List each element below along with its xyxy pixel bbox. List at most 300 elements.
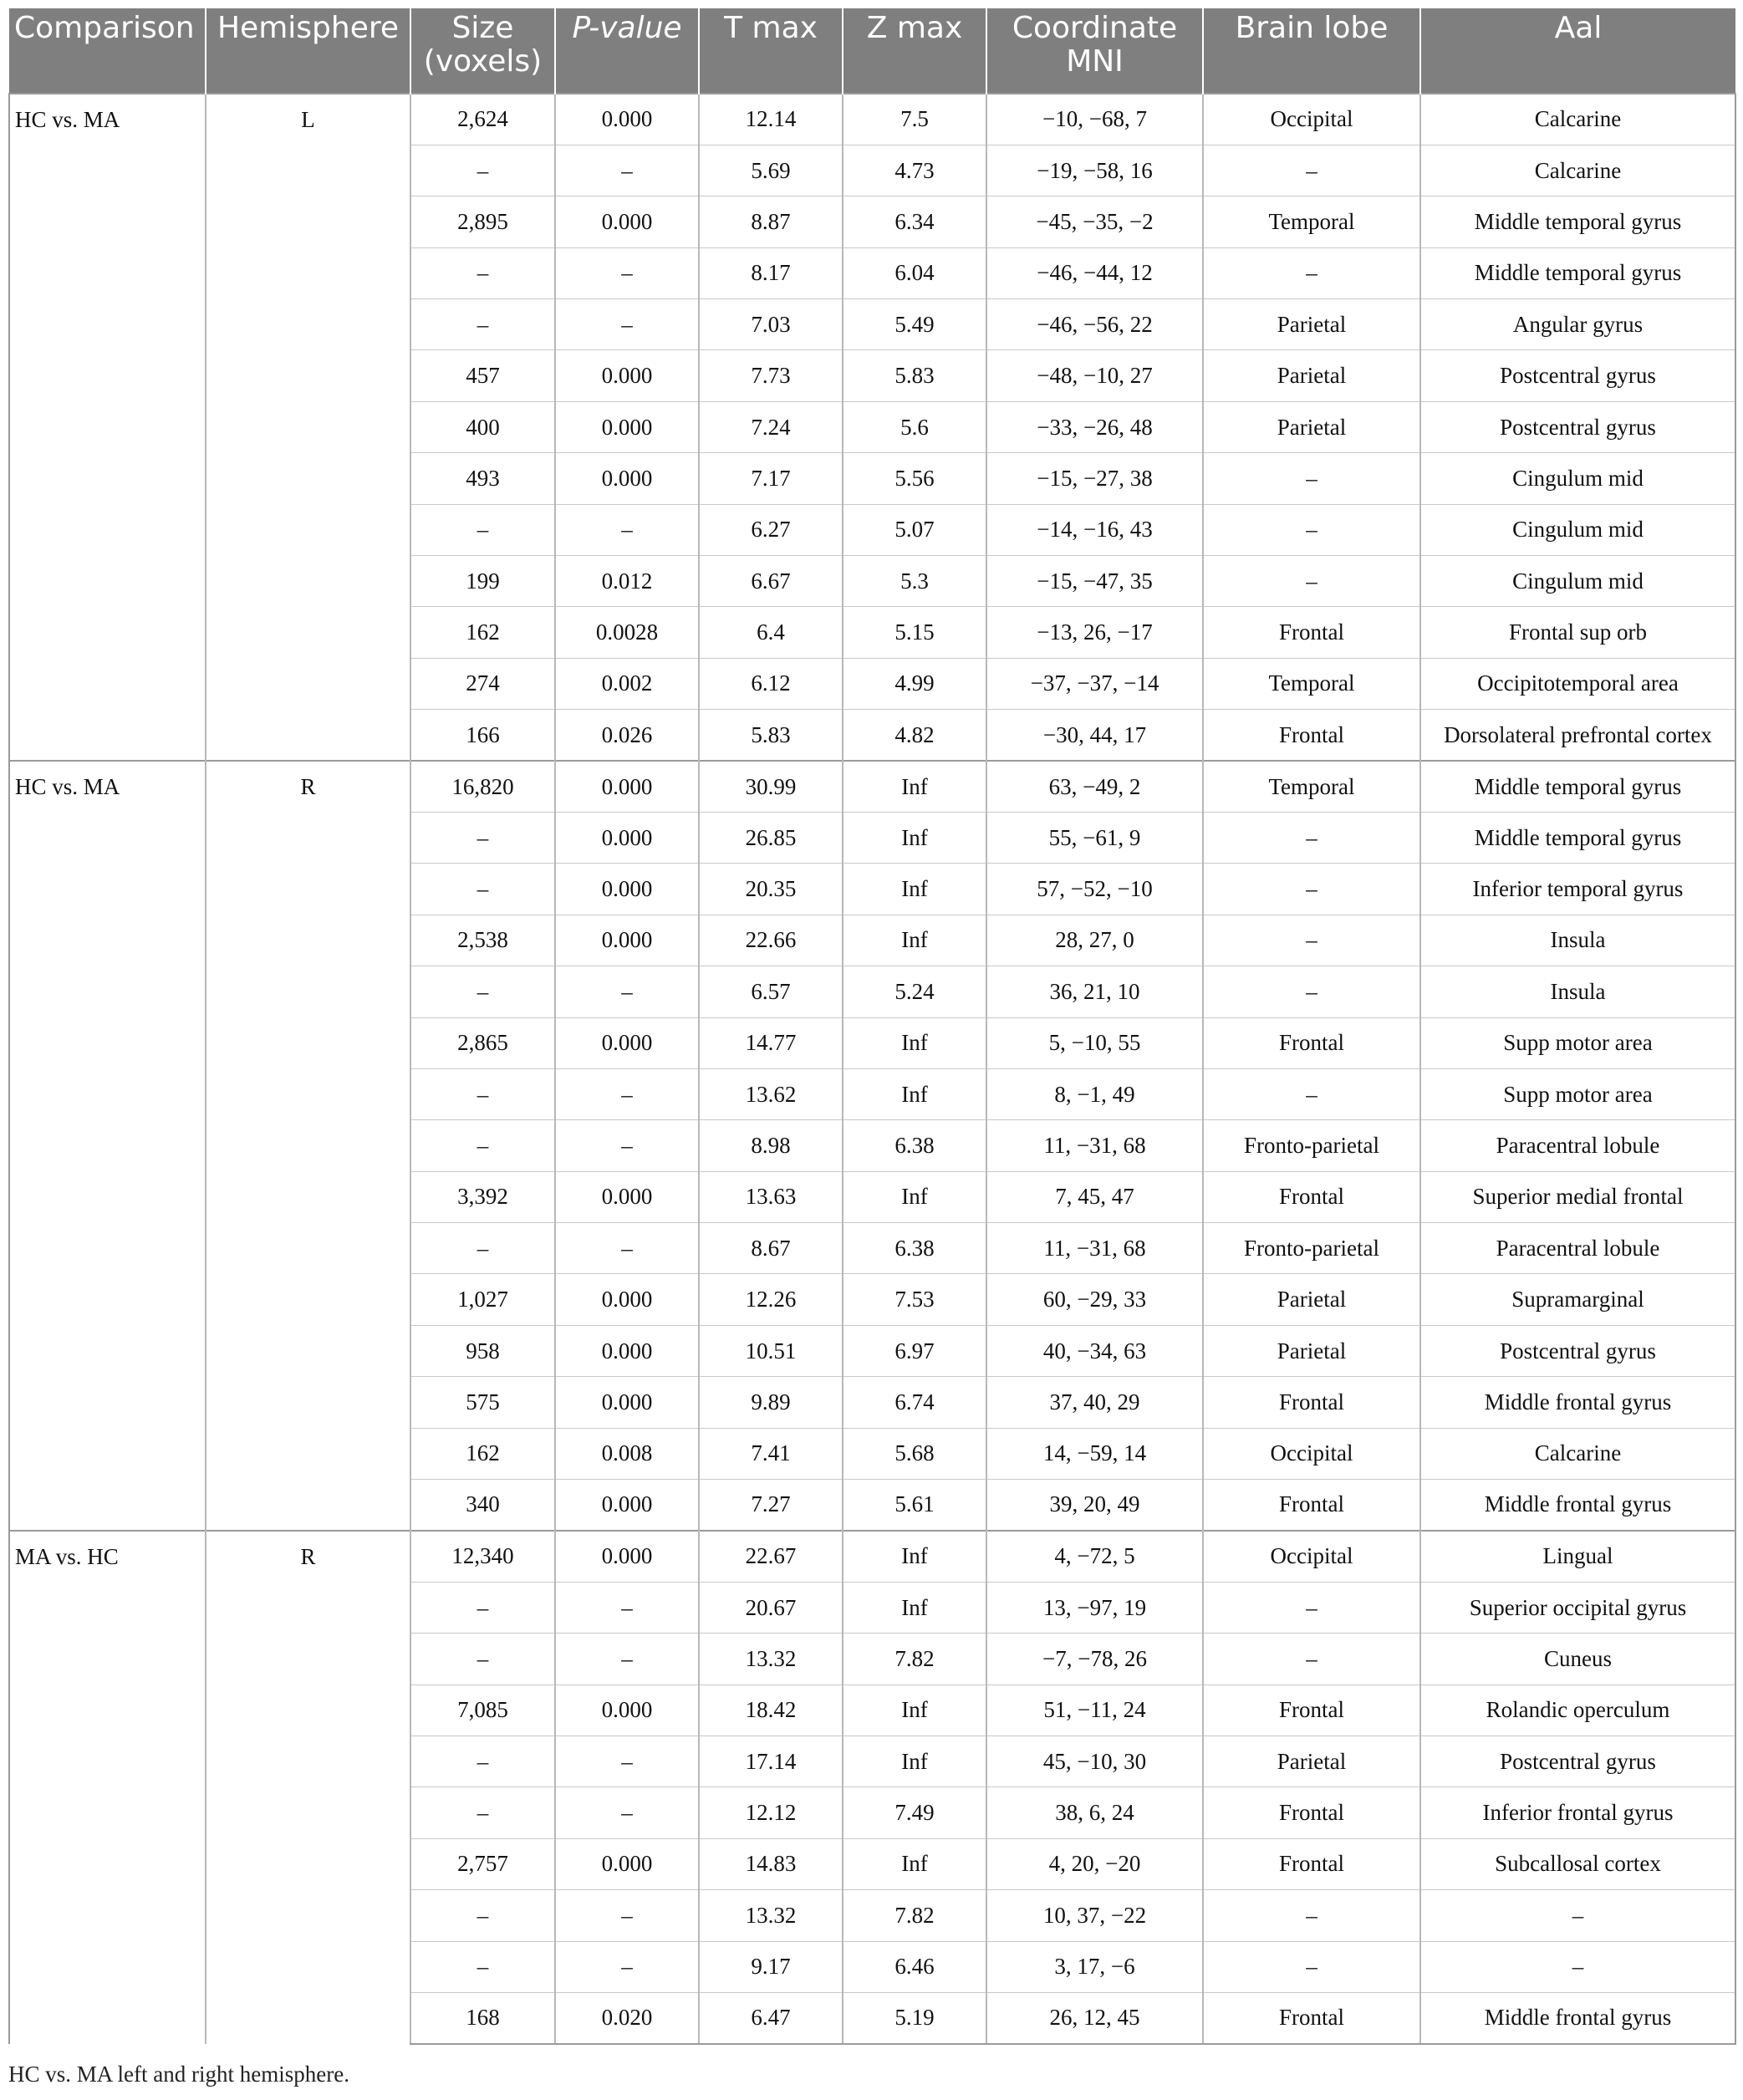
coordinate-cell: 38, 6, 24: [986, 1787, 1203, 1838]
brain-lobe-cell: –: [1203, 1634, 1420, 1685]
p-value-cell: 0.000: [555, 1685, 699, 1736]
coordinate-cell: −46, −56, 22: [986, 299, 1203, 350]
p-value-cell: 0.026: [555, 710, 699, 761]
size-cell: –: [410, 812, 555, 863]
coordinate-cell: 51, −11, 24: [986, 1685, 1203, 1736]
p-value-cell: –: [555, 1068, 699, 1119]
hemisphere-cell: [206, 1787, 410, 1838]
brain-lobe-cell: Frontal: [1203, 1787, 1420, 1838]
header-brain-lobe: Brain lobe: [1203, 8, 1420, 94]
coordinate-cell: 36, 21, 10: [986, 966, 1203, 1017]
table-row: [9, 504, 1735, 555]
t-max-cell: 18.42: [699, 1685, 843, 1736]
table-row: [9, 1838, 1735, 1889]
z-max-cell: Inf: [843, 864, 986, 915]
aal-cell: –: [1420, 1890, 1735, 1941]
brain-lobe-cell: Frontal: [1203, 607, 1420, 658]
results-table-container: [8, 8, 1735, 2045]
p-value-cell: 0.000: [555, 1325, 699, 1376]
t-max-cell: 6.27: [699, 504, 843, 555]
comparison-cell: [9, 966, 206, 1017]
coordinate-cell: 11, −31, 68: [986, 1120, 1203, 1171]
coordinate-cell: −37, −37, −14: [986, 658, 1203, 709]
z-max-cell: 5.49: [843, 299, 986, 350]
hemisphere-cell: [206, 1274, 410, 1325]
size-cell: 2,895: [410, 196, 555, 247]
brain-lobe-cell: Frontal: [1203, 710, 1420, 761]
p-value-cell: 0.000: [555, 812, 699, 863]
brain-lobe-cell: –: [1203, 1941, 1420, 1992]
p-value-cell: –: [555, 1120, 699, 1171]
table-row: [9, 1325, 1735, 1376]
size-cell: 2,757: [410, 1838, 555, 1889]
aal-cell: Inferior frontal gyrus: [1420, 1787, 1735, 1838]
coordinate-cell: −7, −78, 26: [986, 1634, 1203, 1685]
comparison-cell: [9, 1325, 206, 1376]
t-max-cell: 8.87: [699, 196, 843, 247]
aal-cell: Postcentral gyrus: [1420, 350, 1735, 401]
p-value-cell: 0.000: [555, 196, 699, 247]
comparison-cell: MA vs. HC: [9, 1531, 206, 1582]
size-cell: 1,027: [410, 1274, 555, 1325]
p-value-cell: –: [555, 1223, 699, 1274]
comparison-cell: [9, 915, 206, 966]
brain-lobe-cell: Frontal: [1203, 1171, 1420, 1222]
t-max-cell: 12.26: [699, 1274, 843, 1325]
coordinate-cell: 26, 12, 45: [986, 1992, 1203, 2043]
z-max-cell: Inf: [843, 1736, 986, 1787]
coordinate-cell: −14, −16, 43: [986, 504, 1203, 555]
hemisphere-cell: R: [206, 1531, 410, 1582]
comparison-cell: HC vs. MA: [9, 761, 206, 812]
table-row: [9, 1377, 1735, 1428]
size-cell: –: [410, 1787, 555, 1838]
brain-lobe-cell: Frontal: [1203, 1017, 1420, 1068]
brain-lobe-cell: –: [1203, 1890, 1420, 1941]
brain-lobe-cell: Frontal: [1203, 1377, 1420, 1428]
size-cell: 575: [410, 1377, 555, 1428]
comparison-cell: [9, 864, 206, 915]
hemisphere-cell: [206, 1582, 410, 1633]
aal-cell: Rolandic operculum: [1420, 1685, 1735, 1736]
t-max-cell: 13.62: [699, 1068, 843, 1119]
p-value-cell: –: [555, 1736, 699, 1787]
hemisphere-cell: [206, 247, 410, 298]
brain-lobe-cell: –: [1203, 145, 1420, 196]
table-row: [9, 1685, 1735, 1736]
size-cell: 2,624: [410, 94, 555, 145]
size-cell: 12,340: [410, 1531, 555, 1582]
aal-cell: Supramarginal: [1420, 1274, 1735, 1325]
t-max-cell: 5.69: [699, 145, 843, 196]
aal-cell: Middle frontal gyrus: [1420, 1377, 1735, 1428]
size-cell: 2,865: [410, 1017, 555, 1068]
t-max-cell: 26.85: [699, 812, 843, 863]
p-value-cell: 0.000: [555, 1017, 699, 1068]
t-max-cell: 17.14: [699, 1736, 843, 1787]
size-cell: 162: [410, 1428, 555, 1479]
p-value-cell: 0.000: [555, 1480, 699, 1531]
comparison-cell: [9, 1787, 206, 1838]
size-cell: 168: [410, 1992, 555, 2043]
coordinate-cell: −30, 44, 17: [986, 710, 1203, 761]
table-row: [9, 864, 1735, 915]
t-max-cell: 10.51: [699, 1325, 843, 1376]
comparison-cell: [9, 453, 206, 504]
p-value-cell: 0.000: [555, 1531, 699, 1582]
brain-lobe-cell: Parietal: [1203, 350, 1420, 401]
brain-lobe-cell: Frontal: [1203, 1992, 1420, 2043]
comparison-cell: [9, 145, 206, 196]
table-row: [9, 401, 1735, 452]
z-max-cell: 6.04: [843, 247, 986, 298]
hemisphere-cell: [206, 1992, 410, 2043]
t-max-cell: 8.67: [699, 1223, 843, 1274]
hemisphere-cell: [206, 1068, 410, 1119]
t-max-cell: 20.35: [699, 864, 843, 915]
z-max-cell: Inf: [843, 1838, 986, 1889]
p-value-cell: –: [555, 1890, 699, 1941]
p-value-cell: 0.000: [555, 453, 699, 504]
aal-cell: Postcentral gyrus: [1420, 401, 1735, 452]
p-value-cell: 0.020: [555, 1992, 699, 2043]
size-cell: –: [410, 1582, 555, 1633]
aal-cell: Superior occipital gyrus: [1420, 1582, 1735, 1633]
aal-cell: Middle temporal gyrus: [1420, 761, 1735, 812]
comparison-cell: [9, 1634, 206, 1685]
z-max-cell: 5.6: [843, 401, 986, 452]
t-max-cell: 9.17: [699, 1941, 843, 1992]
brain-lobe-cell: Temporal: [1203, 658, 1420, 709]
table-row: [9, 966, 1735, 1017]
brain-lobe-cell: Parietal: [1203, 401, 1420, 452]
z-max-cell: 6.46: [843, 1941, 986, 1992]
coordinate-cell: 10, 37, −22: [986, 1890, 1203, 1941]
table-footnote: HC vs. MA left and right hemisphere.: [8, 2062, 349, 2087]
t-max-cell: 8.17: [699, 247, 843, 298]
size-cell: –: [410, 1890, 555, 1941]
brain-lobe-cell: –: [1203, 864, 1420, 915]
p-value-cell: 0.000: [555, 1171, 699, 1222]
comparison-cell: [9, 1941, 206, 1992]
header-hemisphere: Hemisphere: [206, 8, 410, 94]
coordinate-cell: −48, −10, 27: [986, 350, 1203, 401]
size-cell: 7,085: [410, 1685, 555, 1736]
brain-lobe-cell: –: [1203, 1582, 1420, 1633]
size-cell: 274: [410, 658, 555, 709]
brain-lobe-cell: –: [1203, 915, 1420, 966]
t-max-cell: 6.12: [699, 658, 843, 709]
hemisphere-cell: [206, 658, 410, 709]
p-value-cell: –: [555, 299, 699, 350]
table-row: [9, 556, 1735, 607]
table-row: [9, 1941, 1735, 1992]
hemisphere-cell: [206, 1120, 410, 1171]
coordinate-cell: −13, 26, −17: [986, 607, 1203, 658]
table-row: [9, 453, 1735, 504]
coordinate-cell: 7, 45, 47: [986, 1171, 1203, 1222]
aal-cell: Middle temporal gyrus: [1420, 196, 1735, 247]
z-max-cell: 5.07: [843, 504, 986, 555]
size-cell: –: [410, 1736, 555, 1787]
aal-cell: Angular gyrus: [1420, 299, 1735, 350]
coordinate-cell: 63, −49, 2: [986, 761, 1203, 812]
t-max-cell: 8.98: [699, 1120, 843, 1171]
hemisphere-cell: [206, 864, 410, 915]
comparison-cell: [9, 1480, 206, 1531]
p-value-cell: 0.000: [555, 761, 699, 812]
comparison-cell: [9, 1428, 206, 1479]
brain-lobe-cell: –: [1203, 1068, 1420, 1119]
aal-cell: Frontal sup orb: [1420, 607, 1735, 658]
p-value-cell: 0.000: [555, 1274, 699, 1325]
size-cell: –: [410, 1120, 555, 1171]
size-cell: 3,392: [410, 1171, 555, 1222]
t-max-cell: 30.99: [699, 761, 843, 812]
t-max-cell: 14.83: [699, 1838, 843, 1889]
comparison-cell: [9, 504, 206, 555]
size-cell: 493: [410, 453, 555, 504]
comparison-cell: [9, 1685, 206, 1736]
t-max-cell: 7.03: [699, 299, 843, 350]
z-max-cell: Inf: [843, 1685, 986, 1736]
p-value-cell: –: [555, 145, 699, 196]
brain-lobe-cell: –: [1203, 966, 1420, 1017]
comparison-cell: [9, 247, 206, 298]
hemisphere-cell: [206, 1480, 410, 1531]
comparison-cell: [9, 1838, 206, 1889]
z-max-cell: Inf: [843, 1017, 986, 1068]
table-row: [9, 1787, 1735, 1838]
comparison-cell: [9, 1120, 206, 1171]
size-cell: –: [410, 966, 555, 1017]
comparison-cell: [9, 710, 206, 761]
table-row: [9, 1223, 1735, 1274]
aal-cell: Cuneus: [1420, 1634, 1735, 1685]
coordinate-cell: −46, −44, 12: [986, 247, 1203, 298]
comparison-cell: [9, 812, 206, 863]
p-value-cell: 0.008: [555, 1428, 699, 1479]
size-cell: 162: [410, 607, 555, 658]
p-value-cell: 0.000: [555, 94, 699, 145]
coordinate-cell: −15, −27, 38: [986, 453, 1203, 504]
size-cell: –: [410, 1223, 555, 1274]
brain-lobe-cell: Occipital: [1203, 1428, 1420, 1479]
hemisphere-cell: [206, 1428, 410, 1479]
aal-cell: Supp motor area: [1420, 1068, 1735, 1119]
size-cell: 958: [410, 1325, 555, 1376]
hemisphere-cell: [206, 710, 410, 761]
t-max-cell: 13.32: [699, 1634, 843, 1685]
aal-cell: Calcarine: [1420, 145, 1735, 196]
results-table: [8, 8, 1736, 2045]
hemisphere-cell: [206, 812, 410, 863]
comparison-cell: [9, 1582, 206, 1633]
table-body: [9, 94, 1735, 2044]
p-value-cell: 0.012: [555, 556, 699, 607]
brain-lobe-cell: Parietal: [1203, 299, 1420, 350]
t-max-cell: 12.14: [699, 94, 843, 145]
table-row: [9, 1531, 1735, 1582]
coordinate-cell: 37, 40, 29: [986, 1377, 1203, 1428]
comparison-cell: [9, 658, 206, 709]
coordinate-cell: 14, −59, 14: [986, 1428, 1203, 1479]
size-cell: 16,820: [410, 761, 555, 812]
aal-cell: Inferior temporal gyrus: [1420, 864, 1735, 915]
aal-cell: Calcarine: [1420, 94, 1735, 145]
hemisphere-cell: [206, 1325, 410, 1376]
coordinate-cell: 40, −34, 63: [986, 1325, 1203, 1376]
aal-cell: Lingual: [1420, 1531, 1735, 1582]
p-value-cell: 0.000: [555, 1838, 699, 1889]
hemisphere-cell: [206, 1736, 410, 1787]
hemisphere-cell: [206, 1941, 410, 1992]
t-max-cell: 6.47: [699, 1992, 843, 2043]
p-value-cell: –: [555, 1634, 699, 1685]
header-comparison: Comparison: [9, 8, 206, 94]
hemisphere-cell: [206, 299, 410, 350]
brain-lobe-cell: Temporal: [1203, 196, 1420, 247]
table-row: [9, 658, 1735, 709]
hemisphere-cell: [206, 1017, 410, 1068]
aal-cell: Insula: [1420, 915, 1735, 966]
z-max-cell: 4.82: [843, 710, 986, 761]
p-value-cell: –: [555, 247, 699, 298]
header-coordinate: [986, 8, 1203, 94]
table-row: [9, 350, 1735, 401]
brain-lobe-cell: –: [1203, 453, 1420, 504]
p-value-cell: –: [555, 1787, 699, 1838]
z-max-cell: Inf: [843, 915, 986, 966]
z-max-cell: Inf: [843, 761, 986, 812]
table-row: [9, 1120, 1735, 1171]
brain-lobe-cell: –: [1203, 556, 1420, 607]
z-max-cell: 6.97: [843, 1325, 986, 1376]
table-row: [9, 1582, 1735, 1633]
z-max-cell: 5.19: [843, 1992, 986, 2043]
size-cell: 340: [410, 1480, 555, 1531]
coordinate-cell: 28, 27, 0: [986, 915, 1203, 966]
t-max-cell: 6.57: [699, 966, 843, 1017]
brain-lobe-cell: Parietal: [1203, 1736, 1420, 1787]
aal-cell: Postcentral gyrus: [1420, 1736, 1735, 1787]
aal-cell: Subcallosal cortex: [1420, 1838, 1735, 1889]
comparison-cell: [9, 1171, 206, 1222]
size-cell: 457: [410, 350, 555, 401]
table-row: [9, 1736, 1735, 1787]
comparison-cell: [9, 1736, 206, 1787]
brain-lobe-cell: Fronto-parietal: [1203, 1223, 1420, 1274]
aal-cell: –: [1420, 1941, 1735, 1992]
coordinate-cell: 5, −10, 55: [986, 1017, 1203, 1068]
header-p-value-text: P-value: [572, 11, 682, 45]
comparison-cell: [9, 299, 206, 350]
aal-cell: Occipitotemporal area: [1420, 658, 1735, 709]
comparison-cell: [9, 1017, 206, 1068]
z-max-cell: 7.82: [843, 1890, 986, 1941]
table-row: [9, 1068, 1735, 1119]
p-value-cell: 0.000: [555, 864, 699, 915]
aal-cell: Dorsolateral prefrontal cortex: [1420, 710, 1735, 761]
z-max-cell: 6.38: [843, 1223, 986, 1274]
hemisphere-cell: [206, 453, 410, 504]
size-cell: –: [410, 864, 555, 915]
table-row: [9, 1634, 1735, 1685]
hemisphere-cell: [206, 1685, 410, 1736]
hemisphere-cell: [206, 1838, 410, 1889]
p-value-cell: –: [555, 1941, 699, 1992]
coordinate-cell: −45, −35, −2: [986, 196, 1203, 247]
hemisphere-cell: [206, 607, 410, 658]
header-size-text: Size (voxels): [423, 11, 543, 79]
size-cell: –: [410, 299, 555, 350]
z-max-cell: 5.24: [843, 966, 986, 1017]
brain-lobe-cell: –: [1203, 812, 1420, 863]
z-max-cell: Inf: [843, 812, 986, 863]
table-row: [9, 145, 1735, 196]
coordinate-cell: 45, −10, 30: [986, 1736, 1203, 1787]
table-row: [9, 1992, 1735, 2043]
comparison-cell: [9, 1223, 206, 1274]
coordinate-cell: 3, 17, −6: [986, 1941, 1203, 1992]
t-max-cell: 7.41: [699, 1428, 843, 1479]
table-row: [9, 1171, 1735, 1222]
brain-lobe-cell: Fronto-parietal: [1203, 1120, 1420, 1171]
coordinate-cell: 39, 20, 49: [986, 1480, 1203, 1531]
z-max-cell: 4.99: [843, 658, 986, 709]
z-max-cell: 5.3: [843, 556, 986, 607]
aal-cell: Cingulum mid: [1420, 556, 1735, 607]
coordinate-cell: 60, −29, 33: [986, 1274, 1203, 1325]
table-row: [9, 915, 1735, 966]
aal-cell: Insula: [1420, 966, 1735, 1017]
hemisphere-cell: [206, 1377, 410, 1428]
z-max-cell: 5.15: [843, 607, 986, 658]
aal-cell: Middle frontal gyrus: [1420, 1480, 1735, 1531]
z-max-cell: 7.82: [843, 1634, 986, 1685]
z-max-cell: Inf: [843, 1171, 986, 1222]
hemisphere-cell: [206, 1223, 410, 1274]
comparison-cell: [9, 556, 206, 607]
size-cell: 199: [410, 556, 555, 607]
z-max-cell: 7.53: [843, 1274, 986, 1325]
p-value-cell: –: [555, 1582, 699, 1633]
t-max-cell: 7.17: [699, 453, 843, 504]
comparison-cell: [9, 350, 206, 401]
aal-cell: Cingulum mid: [1420, 453, 1735, 504]
header-z-max: Z max: [843, 8, 986, 94]
comparison-cell: [9, 607, 206, 658]
coordinate-cell: 8, −1, 49: [986, 1068, 1203, 1119]
table-row: [9, 94, 1735, 145]
hemisphere-cell: [206, 1171, 410, 1222]
hemisphere-cell: [206, 401, 410, 452]
t-max-cell: 13.32: [699, 1890, 843, 1941]
coordinate-cell: 57, −52, −10: [986, 864, 1203, 915]
brain-lobe-cell: Parietal: [1203, 1325, 1420, 1376]
brain-lobe-cell: Frontal: [1203, 1685, 1420, 1736]
hemisphere-cell: [206, 196, 410, 247]
size-cell: –: [410, 1634, 555, 1685]
coordinate-cell: −33, −26, 48: [986, 401, 1203, 452]
t-max-cell: 12.12: [699, 1787, 843, 1838]
aal-cell: Paracentral lobule: [1420, 1120, 1735, 1171]
p-value-cell: –: [555, 504, 699, 555]
brain-lobe-cell: Occipital: [1203, 94, 1420, 145]
z-max-cell: 6.38: [843, 1120, 986, 1171]
brain-lobe-cell: –: [1203, 504, 1420, 555]
t-max-cell: 22.66: [699, 915, 843, 966]
